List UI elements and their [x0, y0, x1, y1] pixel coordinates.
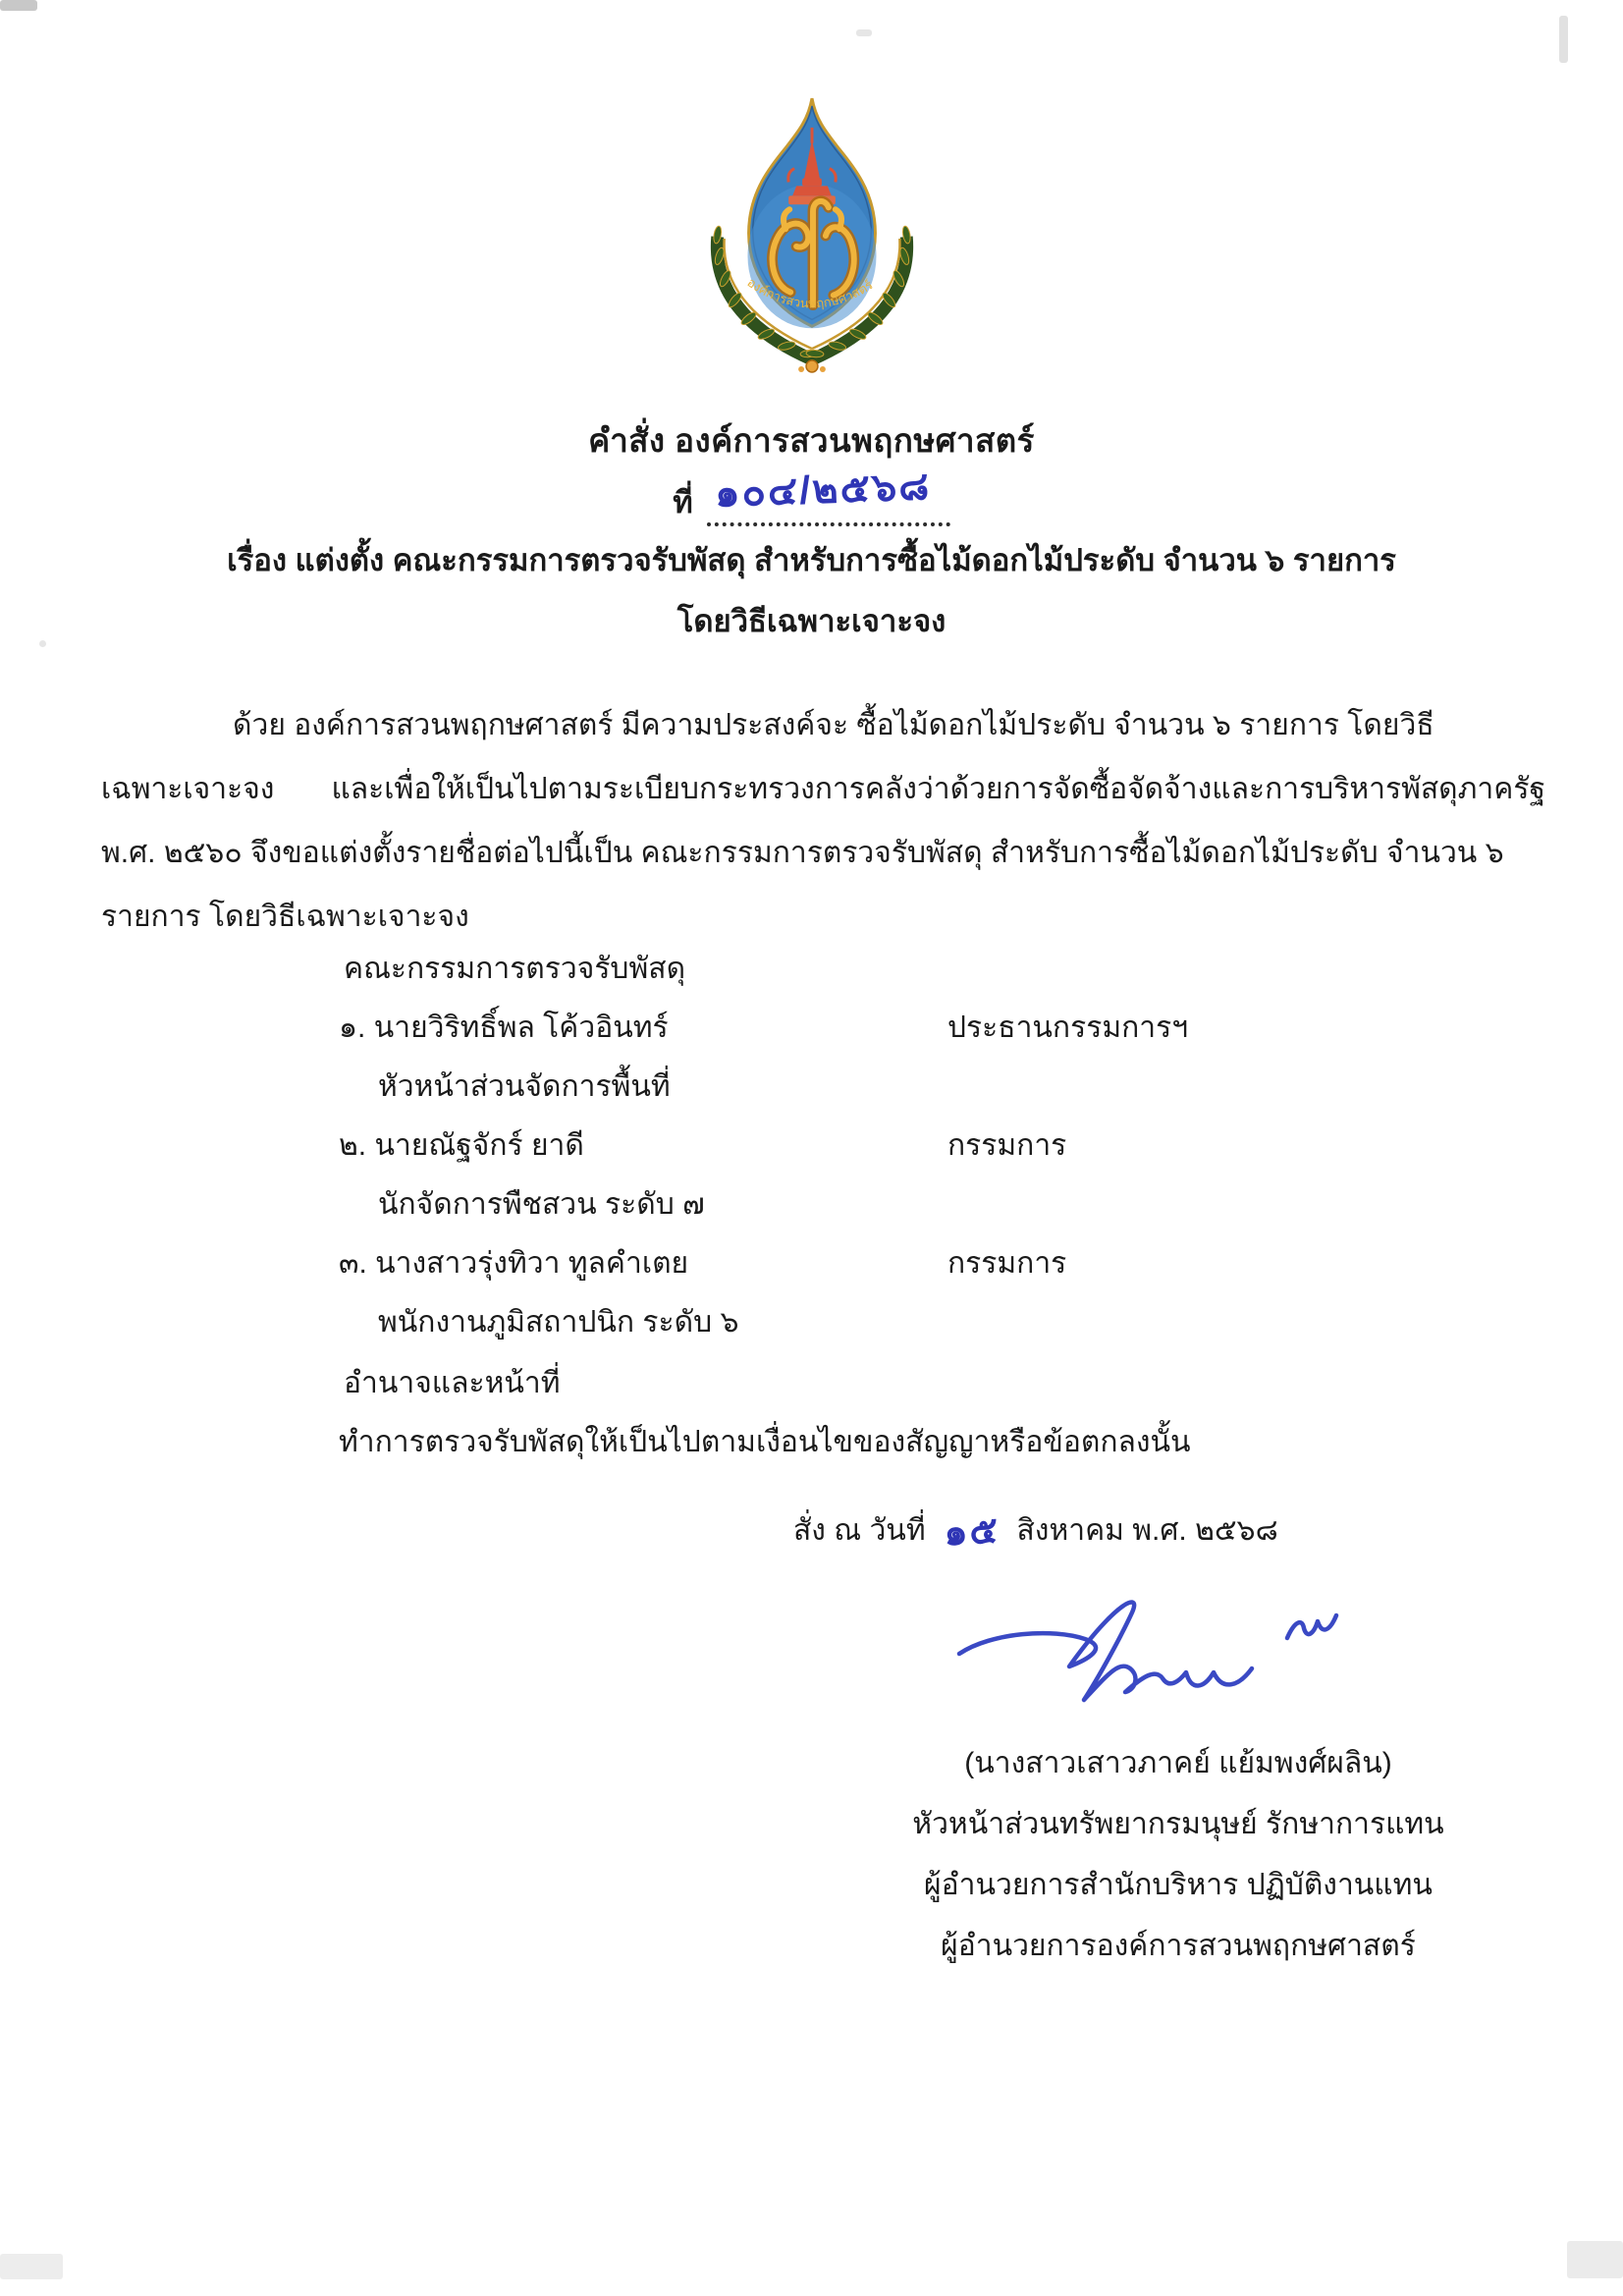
order-date-line — [793, 1497, 1278, 1557]
committee-member-position: หัวหน้าส่วนจัดการพื้นที่ — [378, 1070, 671, 1103]
signature-ink — [938, 1583, 1399, 1721]
order-number-row — [0, 465, 1623, 526]
signer-title-3: ผู้อำนวยการองค์การสวนพฤกษศาสตร์ — [941, 1930, 1416, 1962]
order-number-handwritten: ๑๐๔/๒๕๖๘ — [714, 465, 932, 516]
signer-name: (นางสาวเสาวภาคย์ แย้มพงศ์ผลิน) — [964, 1747, 1392, 1779]
order-number-label: ที่ — [673, 485, 693, 519]
signer-title-1: หัวหน้าส่วนทรัพยากรมนุษย์ รักษาการแทน — [912, 1808, 1444, 1840]
committee-member-role: กรรมการ — [947, 1247, 1067, 1280]
order-date-day-handwritten: ๑๕ — [942, 1509, 1001, 1555]
scan-artifact — [856, 29, 872, 36]
order-date-suffix: สิงหาคม พ.ศ. ๒๕๖๘ — [1016, 1514, 1278, 1547]
body-line-2 — [101, 771, 1545, 808]
organization-emblem — [685, 92, 939, 385]
body-line-2-left: เฉพาะเจาะจง — [101, 773, 275, 805]
scan-artifact — [1559, 16, 1568, 63]
wreath-flower — [806, 360, 818, 372]
committee-member-position: พนักงานภูมิสถาปนิก ระดับ ๖ — [378, 1306, 739, 1339]
committee-member-name: ๒. นายณัฐจักร์ ยาดี — [339, 1129, 584, 1162]
committee-member-role: กรรมการ — [947, 1129, 1067, 1162]
document-title: คำสั่ง องค์การสวนพฤกษศาสตร์ — [588, 422, 1035, 459]
scan-artifact — [1567, 2241, 1623, 2278]
body-line-1: ด้วย องค์การสวนพฤกษศาสตร์ มีความประสงค์จะ ซื้อไม้ดอกไม้ประดับ จำนวน ๖ รายการ โดยวิธี — [233, 709, 1434, 741]
order-number-dotted-line — [707, 465, 950, 526]
subject-line-1: เรื่อง แต่งตั้ง คณะกรรมการตรวจรับพัสดุ สำหรับการซื้อไม้ดอกไม้ประดับ จำนวน ๖ รายการ — [227, 543, 1396, 577]
body-line-3: พ.ศ. ๒๕๖๐ จึงขอแต่งตั้งรายชื่อต่อไปนี้เป็น คณะกรรมการตรวจรับพัสดุ สำหรับการซื้อไม้ดอกไม้ประดับ จำนวน ๖ — [101, 837, 1504, 869]
committee-heading: คณะกรรมการตรวจรับพัสดุ — [344, 953, 686, 985]
body-line-4: รายการ โดยวิธีเฉพาะเจาะจง — [101, 901, 469, 933]
committee-member-name: ๓. นางสาวรุ่งทิวา ทูลคำเตย — [339, 1247, 689, 1280]
duty-text: ทำการตรวจรับพัสดุให้เป็นไปตามเงื่อนไขของสัญญาหรือข้อตกลงนั้น — [339, 1426, 1191, 1458]
emblem-band-text: องค์การสวนพฤกษศาสตร์ — [744, 274, 876, 311]
committee-member-name: ๑. นายวิริทธิ์พล โค้วอินทร์ — [339, 1011, 669, 1044]
committee-member-role: ประธานกรรมการฯ — [947, 1011, 1189, 1044]
duty-heading: อำนาจและหน้าที่ — [344, 1367, 561, 1399]
body-line-2-rest: และเพื่อให้เป็นไปตามระเบียบกระทรวงการคลังว่าด้วยการจัดซื้อจัดจ้างและการบริหารพัสดุภาครัฐ — [331, 773, 1546, 805]
scan-artifact — [0, 2254, 63, 2279]
order-date-prefix: สั่ง ณ วันที่ — [793, 1514, 926, 1547]
signer-title-2: ผู้อำนวยการสำนักบริหาร ปฏิบัติงานแทน — [924, 1869, 1433, 1901]
scan-artifact — [0, 0, 37, 11]
subject-line-2: โดยวิธีเฉพาะเจาะจง — [676, 604, 947, 638]
committee-member-position: นักจัดการพืชสวน ระดับ ๗ — [378, 1188, 705, 1221]
scan-artifact — [39, 640, 46, 647]
